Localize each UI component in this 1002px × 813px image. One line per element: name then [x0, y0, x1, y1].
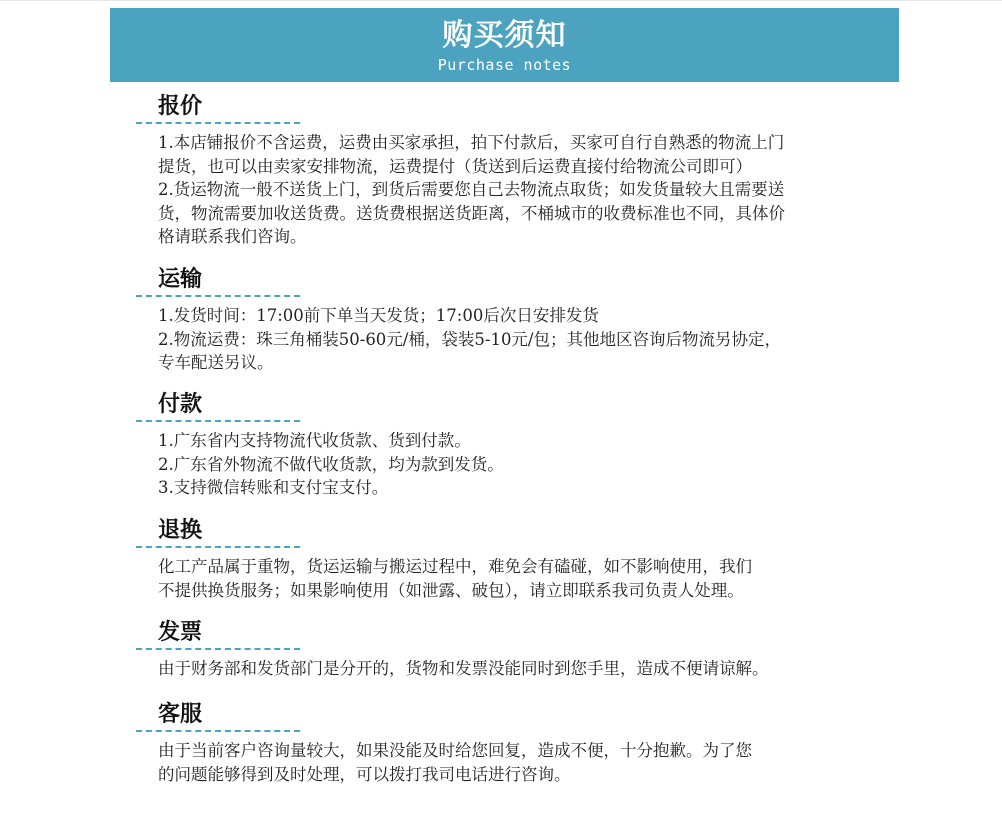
section-shipping: [136, 265, 896, 375]
section-title: 运输: [158, 266, 203, 292]
section-line: 2.货运物流一般不送货上门，到货后需要您自己去物流点取货；如发货量较大且需要送: [158, 180, 785, 199]
section-line: 由于财务部和发货部门是分开的，货物和发票没能同时到您手里，造成不便请谅解。: [158, 659, 769, 678]
section-title: 客服: [158, 701, 203, 727]
section-body: [158, 304, 896, 375]
section-returns: [136, 516, 896, 602]
section-title: 报价: [158, 93, 203, 119]
section-line: 2.广东省外物流不做代收货款，均为款到发货。: [158, 454, 504, 474]
section-title: 退换: [158, 517, 203, 543]
section-line: 专车配送另议。: [158, 353, 274, 372]
section-line: 1.本店铺报价不含运费，运费由买家承担，拍下付款后，买家可自行自熟悉的物流上门: [158, 133, 785, 152]
section-quote: [136, 92, 896, 249]
section-line: 货，物流需要加收送货费。送货费根据送货距离，不桶城市的收费标准也不同，具体价: [158, 203, 785, 223]
top-divider: [0, 0, 1002, 1]
section-line: 格请联系我们咨询。: [158, 227, 307, 246]
header-banner: [110, 8, 899, 82]
section-title: 发票: [158, 619, 203, 645]
dashed-divider: [136, 295, 300, 297]
section-customer-service: [136, 700, 896, 786]
section-body: [158, 555, 896, 602]
section-title: 付款: [158, 391, 203, 417]
section-line: 2.物流运费：珠三角桶装50-60元/桶，袋装5-10元/包；其他地区咨询后物流另协定，: [158, 329, 781, 349]
section-body: [158, 429, 896, 500]
section-body: [158, 739, 896, 786]
page-subtitle: Purchase notes: [437, 56, 572, 74]
dashed-divider: [136, 546, 300, 548]
section-payment: [136, 390, 896, 500]
page-title: 购买须知: [442, 18, 567, 53]
section-line: 1.广东省内支持物流代收货款、货到付款。: [158, 431, 471, 450]
section-line: 1.发货时间：17:00前下单当天发货；17:00后次日安排发货: [158, 306, 599, 325]
dashed-divider: [136, 122, 300, 124]
dashed-divider: [136, 420, 300, 422]
dashed-divider: [136, 730, 300, 732]
section-line: 提货，也可以由卖家安排物流，运费提付（货送到后运费直接付给物流公司即可）: [158, 156, 752, 176]
section-line: 化工产品属于重物，货运运输与搬运过程中，难免会有磕碰，如不影响使用，我们: [158, 557, 752, 576]
section-line: 由于当前客户咨询量较大，如果没能及时给您回复，造成不便，十分抱歉。为了您: [158, 741, 752, 760]
section-body: [158, 131, 896, 249]
section-line: 不提供换货服务；如果影响使用（如泄露、破包），请立即联系我司负责人处理。: [158, 580, 744, 600]
section-body: [158, 657, 896, 681]
dashed-divider: [136, 648, 300, 650]
section-line: 3.支持微信转账和支付宝支付。: [158, 478, 389, 497]
section-line: 的问题能够得到及时处理，可以拨打我司电话进行咨询。: [158, 764, 571, 784]
section-invoice: [136, 618, 896, 681]
